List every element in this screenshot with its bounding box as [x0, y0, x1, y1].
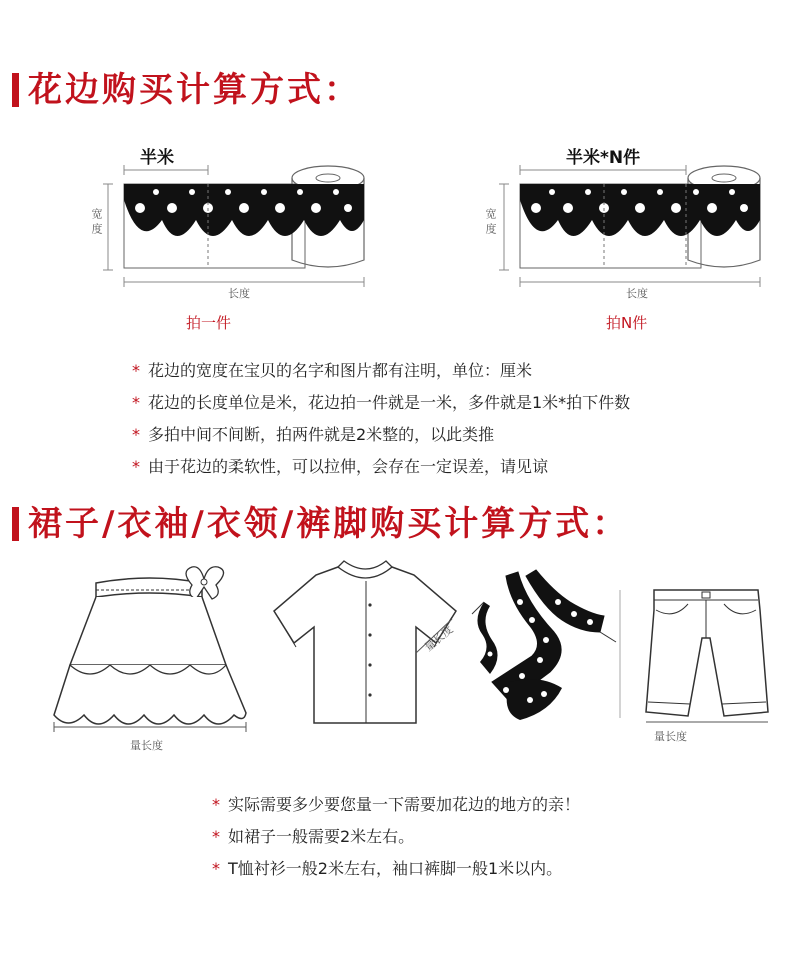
- left-width-label: 宽度: [90, 208, 103, 238]
- section2-accent-bar: [12, 507, 19, 541]
- skirt-icon: [40, 565, 250, 750]
- left-length-label: 长度: [228, 287, 250, 300]
- section2-title: 裙子/衣袖/衣领/裤脚购买计算方式：: [28, 504, 630, 544]
- section2-note-2: * 如裙子一般需要2米左右。: [212, 827, 415, 846]
- section2-note-3: * T恤衬衫一般2米左右，袖口裤脚一般1米以内。: [212, 859, 563, 878]
- left-buy-label: 拍一件: [186, 314, 232, 332]
- section1-note-1: * 花边的宽度在宝贝的名字和图片都有注明，单位：厘米: [132, 361, 533, 380]
- right-length-label: 长度: [626, 287, 648, 300]
- lace-roll-icon: [100, 160, 370, 290]
- skirt-measure-label: 量长度: [130, 739, 163, 752]
- shirt-measure-label: 量长度: [422, 622, 456, 654]
- left-top-label: 半米: [140, 148, 174, 168]
- section1-note-3: * 多拍中间不间断，拍两件就是2米整的，以此类推: [132, 425, 495, 444]
- pants-icon: [618, 580, 788, 730]
- section1-note-2: * 花边的长度单位是米，花边拍一件就是一米，多件就是1米*拍下件数: [132, 393, 631, 412]
- collar-icon: [470, 562, 620, 732]
- section1-accent-bar: [12, 73, 19, 107]
- section1-note-4: * 由于花边的柔软性，可以拉伸，会存在一定误差，请见谅: [132, 457, 549, 476]
- lace-roll-icon: [496, 160, 766, 290]
- section2-note-1: * 实际需要多少要您量一下需要加花边的地方的亲！: [212, 795, 581, 814]
- right-buy-label: 拍N件: [606, 314, 648, 332]
- right-width-label: 宽度: [484, 208, 497, 238]
- pants-measure-label: 量长度: [654, 730, 687, 743]
- right-top-label: 半米*N件: [566, 148, 641, 168]
- section1-title: 花边购买计算方式：: [28, 70, 361, 110]
